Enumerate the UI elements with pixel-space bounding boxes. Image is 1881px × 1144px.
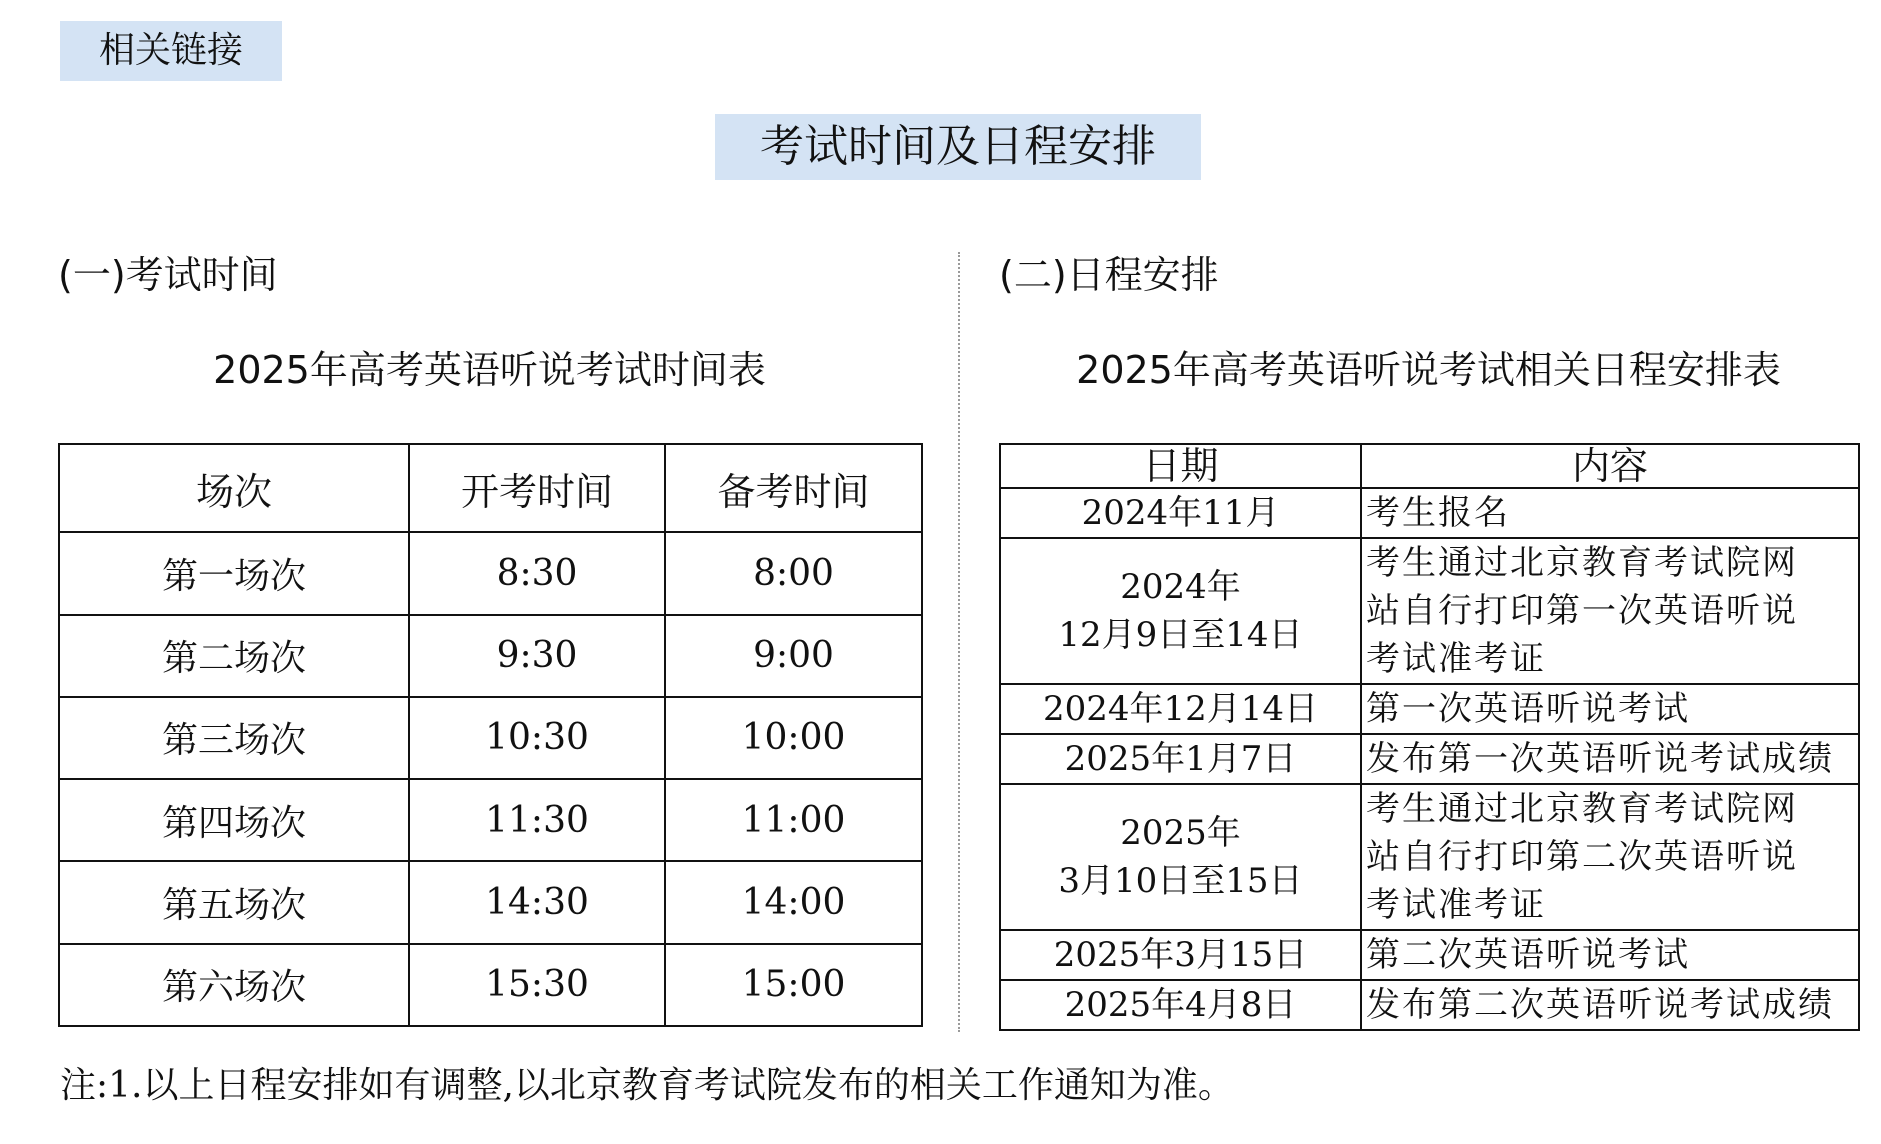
footnote: 注:1.以上日程安排如有调整,以北京教育考试院发布的相关工作通知为准。 <box>60 1065 1234 1106</box>
header-date: 日期 <box>1000 444 1361 488</box>
content-line: 第二次英语听说考试 <box>1366 935 1690 975</box>
table-row <box>1000 980 1859 1030</box>
section-heading-schedule: (二)日程安排 <box>999 253 1219 297</box>
date-line: 2025年3月15日 <box>1053 935 1308 975</box>
start-time-cell: 14:30 <box>409 861 665 943</box>
content-line: 考试准考证 <box>1366 639 1546 679</box>
content-cell <box>1361 784 1859 930</box>
content-line: 考生通过北京教育考试院网 <box>1366 543 1798 583</box>
content-line: 第一次英语听说考试 <box>1366 689 1690 729</box>
date-cell <box>1000 488 1361 538</box>
date-line: 3月10日至15日 <box>1058 861 1303 901</box>
table-header-row <box>1000 444 1859 488</box>
content-cell <box>1361 734 1859 784</box>
header-prep-time: 备考时间 <box>665 444 922 532</box>
content-cell <box>1361 930 1859 980</box>
prep-time-cell: 15:00 <box>665 944 922 1026</box>
content-cell <box>1361 538 1859 684</box>
date-line: 2024年 <box>1120 567 1241 607</box>
date-cell <box>1000 538 1361 684</box>
table-row <box>59 532 922 614</box>
table-row <box>59 944 922 1026</box>
date-line: 2024年12月14日 <box>1042 689 1319 729</box>
content-line: 考试准考证 <box>1366 885 1546 925</box>
prep-time-cell: 9:00 <box>665 615 922 697</box>
start-time-cell: 10:30 <box>409 697 665 779</box>
session-cell: 第六场次 <box>59 944 409 1026</box>
content-line: 站自行打印第一次英语听说 <box>1366 591 1798 631</box>
content-line: 发布第二次英语听说考试成绩 <box>1366 985 1834 1025</box>
date-line: 2025年1月7日 <box>1064 739 1297 779</box>
start-time-cell: 8:30 <box>409 532 665 614</box>
content-cell <box>1361 488 1859 538</box>
table-row <box>59 697 922 779</box>
prep-time-cell: 14:00 <box>665 861 922 943</box>
session-cell: 第四场次 <box>59 779 409 861</box>
table-row <box>1000 734 1859 784</box>
content-cell <box>1361 980 1859 1030</box>
prep-time-cell: 8:00 <box>665 532 922 614</box>
exam-time-table-title: 2025年高考英语听说考试时间表 <box>213 348 766 392</box>
date-cell <box>1000 734 1361 784</box>
exam-time-table <box>58 443 923 1027</box>
session-cell: 第二场次 <box>59 615 409 697</box>
date-cell <box>1000 930 1361 980</box>
date-cell <box>1000 784 1361 930</box>
content-line: 考生报名 <box>1366 493 1510 533</box>
date-cell <box>1000 980 1361 1030</box>
page-title: 考试时间及日程安排 <box>715 114 1201 180</box>
table-header-row <box>59 444 922 532</box>
content-line: 发布第一次英语听说考试成绩 <box>1366 739 1834 779</box>
table-row <box>1000 488 1859 538</box>
date-cell <box>1000 684 1361 734</box>
schedule-table <box>999 443 1860 1031</box>
start-time-cell: 9:30 <box>409 615 665 697</box>
table-row <box>1000 930 1859 980</box>
section-heading-exam-time: (一)考试时间 <box>58 253 278 297</box>
content-line: 考生通过北京教育考试院网 <box>1366 789 1798 829</box>
table-row <box>59 779 922 861</box>
session-cell: 第一场次 <box>59 532 409 614</box>
header-session: 场次 <box>59 444 409 532</box>
date-line: 2025年4月8日 <box>1064 985 1297 1025</box>
date-line: 2025年 <box>1120 813 1241 853</box>
table-row <box>1000 538 1859 684</box>
session-cell: 第五场次 <box>59 861 409 943</box>
start-time-cell: 11:30 <box>409 779 665 861</box>
header-content: 内容 <box>1361 444 1859 488</box>
related-links-tag: 相关链接 <box>60 21 282 81</box>
schedule-table-title: 2025年高考英语听说考试相关日程安排表 <box>1076 348 1781 392</box>
header-start-time: 开考时间 <box>409 444 665 532</box>
table-row <box>1000 684 1859 734</box>
date-line: 2024年11月 <box>1081 493 1280 533</box>
table-row <box>59 615 922 697</box>
table-row <box>1000 784 1859 930</box>
content-line: 站自行打印第二次英语听说 <box>1366 837 1798 877</box>
table-row <box>59 861 922 943</box>
prep-time-cell: 11:00 <box>665 779 922 861</box>
column-divider <box>958 252 960 1032</box>
date-line: 12月9日至14日 <box>1058 615 1303 655</box>
prep-time-cell: 10:00 <box>665 697 922 779</box>
content-cell <box>1361 684 1859 734</box>
start-time-cell: 15:30 <box>409 944 665 1026</box>
session-cell: 第三场次 <box>59 697 409 779</box>
